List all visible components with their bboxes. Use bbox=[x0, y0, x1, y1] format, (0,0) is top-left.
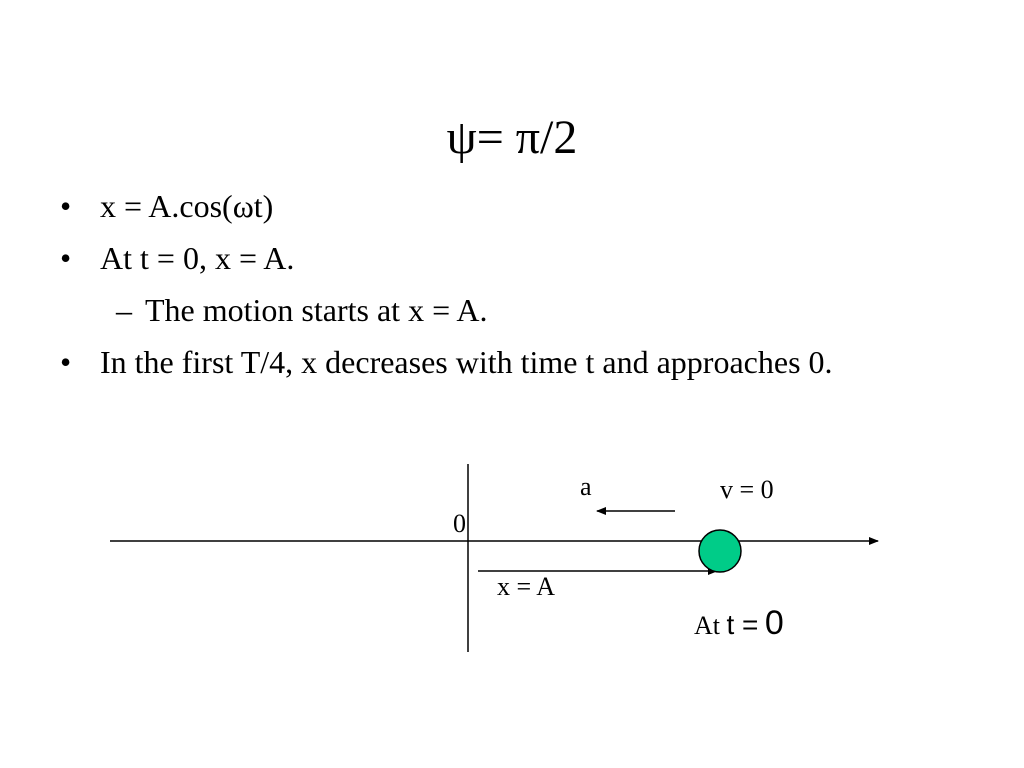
time-label-prefix: At bbox=[694, 611, 720, 640]
bullet-marker: • bbox=[60, 240, 72, 276]
origin-label: 0 bbox=[453, 509, 466, 538]
velocity-label: v = 0 bbox=[720, 475, 774, 504]
bullet-text: In the first T/4, x decreases with time t and approaches 0. bbox=[100, 344, 833, 380]
bullet-text: At t = 0, x = A. bbox=[100, 240, 295, 276]
sub-bullet-marker: – bbox=[116, 292, 132, 328]
bullet-marker: • bbox=[60, 344, 72, 380]
bullet-text: x = A.cos(ωt) bbox=[100, 188, 274, 224]
sub-bullet-text: The motion starts at x = A. bbox=[145, 292, 488, 328]
time-label-var: t = bbox=[726, 609, 759, 640]
oscillating-ball bbox=[699, 530, 741, 572]
time-label-value: 0 bbox=[764, 604, 784, 642]
position-label: x = A bbox=[497, 572, 556, 601]
acceleration-label: a bbox=[580, 472, 592, 501]
bullet-marker: • bbox=[60, 188, 72, 224]
slide-title: ψ= π/2 bbox=[446, 111, 578, 164]
time-label bbox=[694, 604, 784, 642]
